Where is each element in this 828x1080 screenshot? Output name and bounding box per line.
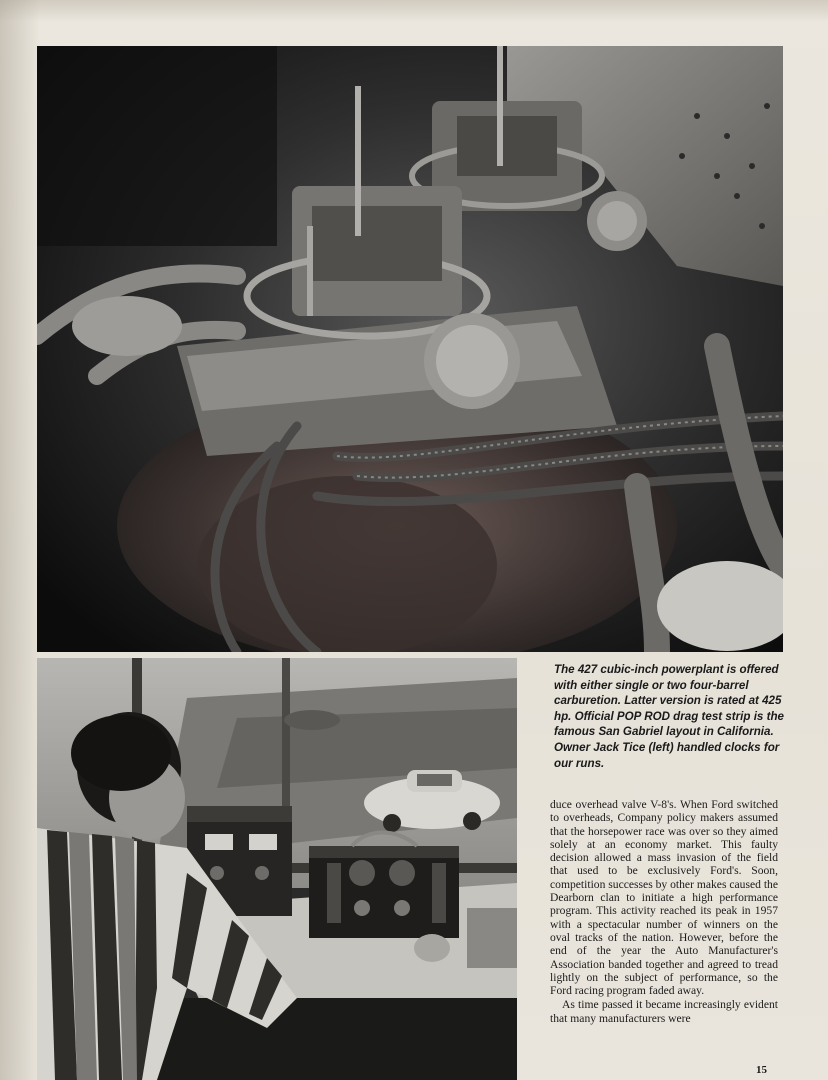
body-paragraph: As time passed it became increasingly evident that many manufacturers were	[550, 998, 778, 1025]
timing-clocks-photo	[37, 658, 517, 1080]
body-paragraph: duce overhead valve V-8's. When Ford switched to overheads, Company policy makers assumed that the horsepower race was over so they aimed solely at an economy market. This faulty decision allowed a mass invasion of the field that used to be exclusively Ford's. Soon, competition successes by other makes caused the Dearborn clan to initiate a high performance program. This activity reached its peak in 1957 with a spectacular number of winners on the oval tracks of the nation. However, before the end of the year the Auto Manufacturer's Association banded together and agreed to tread lightly on the subject of performance, so the Ford racing program faded away.	[550, 798, 778, 998]
top-edge-shadow	[0, 0, 828, 22]
binding-shadow	[0, 0, 40, 1080]
engine-photo	[37, 46, 783, 652]
photo-caption: The 427 cubic-inch powerplant is offered with either single or two four-barrel carburetion. Latter version is rated at 425 hp. Official POP ROD drag test strip is the famous San Gabriel layout in California. Owner Jack Tice (left) handled clocks for our runs.	[554, 663, 784, 770]
page-number: 15	[756, 1064, 767, 1076]
article-body	[550, 798, 778, 1025]
